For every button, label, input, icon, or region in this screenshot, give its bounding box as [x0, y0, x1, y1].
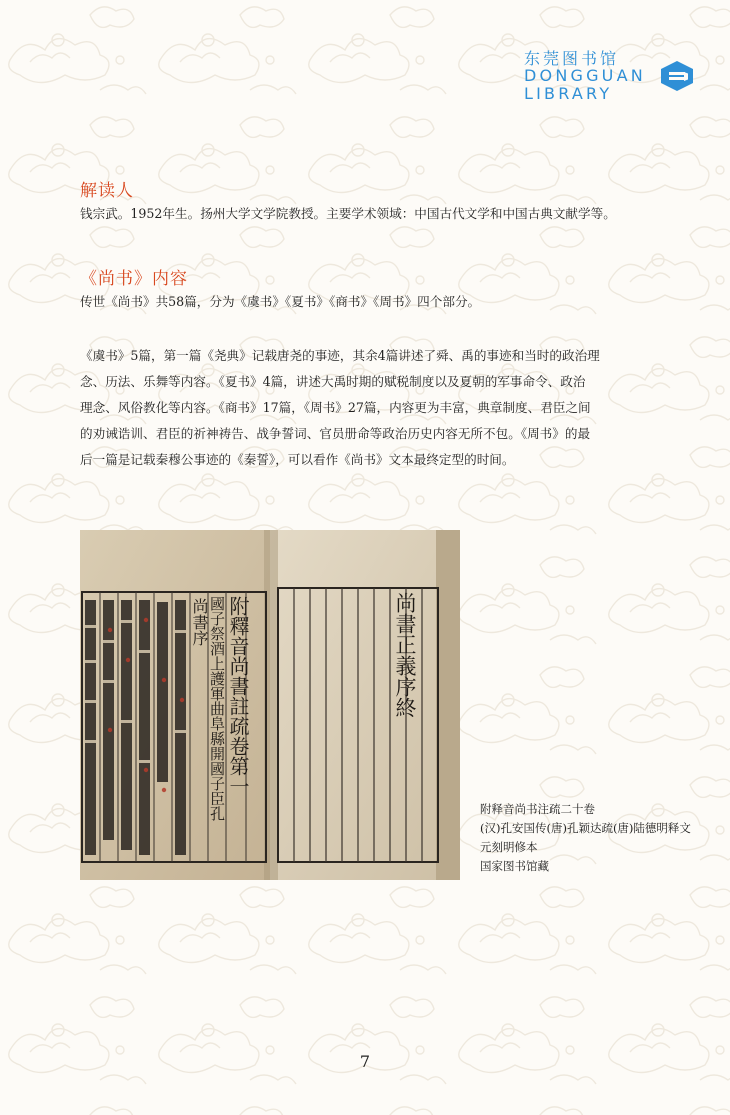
- body-line: 念、历法、乐舞等内容。《夏书》4篇，讲述大禹时期的赋税制度以及夏朝的军事命令、政治: [80, 374, 586, 389]
- reader-heading: 解读人: [80, 181, 134, 201]
- book-left-subtitle-text: 國子祭酒上護軍曲阜縣開國子臣孔: [208, 596, 226, 821]
- content-intro: 传世《尚书》共58篇，分为《虞书》《夏书》《商书》《周书》四个部分。: [80, 294, 481, 309]
- logo-english-line2: LIBRARY: [524, 84, 613, 103]
- ancient-book-photo: [80, 530, 460, 880]
- dongguan-library-logo: [524, 46, 694, 104]
- body-line: 《虞书》5篇，第一篇《尧典》记载唐尧的事迹，其余4篇讲述了舜、禹的事迹和当时的政治理: [80, 348, 600, 363]
- book-right-column-text: 尚書正義序終: [393, 592, 417, 718]
- reader-description: 钱宗武。1952年生。扬州大学文学院教授。主要学术领域：中国古代文学和中国古典文献学等。: [80, 206, 616, 221]
- library-logo-icon: [660, 60, 694, 92]
- content-heading: 《尚书》内容: [80, 269, 188, 289]
- book-left-heading-text: 尚書序: [190, 598, 209, 646]
- caption-collection: 国家图书馆藏: [480, 859, 549, 873]
- content-body: [80, 343, 660, 473]
- body-line: 理念、风俗教化等内容。《商书》17篇，《周书》27篇，内容更为丰富，典章制度、君臣之间: [80, 400, 591, 415]
- book-left-title-text: 附釋音尚書註疏卷第一: [226, 596, 250, 796]
- logo-english-line1: DONGGUAN: [524, 66, 646, 85]
- image-caption: [480, 800, 720, 876]
- page-number: 7: [359, 1052, 371, 1071]
- caption-edition: 元刻明修本: [480, 840, 538, 854]
- logo-chinese-name: 东莞图书馆: [524, 49, 620, 68]
- body-line: 后一篇是记载秦穆公事迹的《秦誓》，可以看作《尚书》文本最终定型的时间。: [80, 452, 515, 467]
- body-line: 的劝诫诰训、君臣的祈神祷告、战争誓词、官员册命等政治历史内容无所不包。《周书》的最: [80, 426, 591, 441]
- caption-title: 附释音尚书注疏二十卷: [480, 802, 595, 816]
- caption-authors: (汉)孔安国传(唐)孔颖达疏(唐)陆德明释文: [480, 821, 691, 835]
